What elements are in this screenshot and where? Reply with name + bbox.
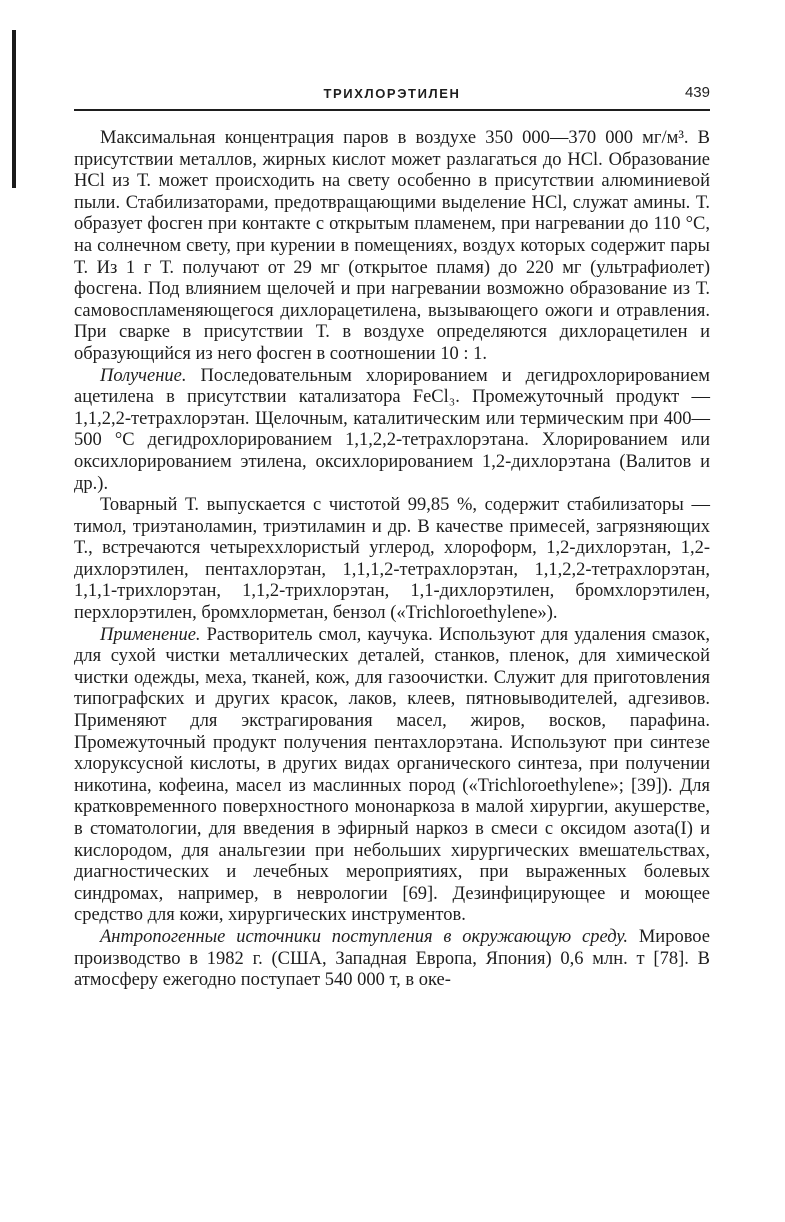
paragraph-production [74, 366, 710, 496]
paragraph-application [74, 625, 710, 927]
header-rule [74, 109, 710, 111]
page-number: 439 [684, 84, 710, 101]
paragraph-text: Растворитель смол, каучука. Используют для удаления смазок, для сухой чистки металлических деталей, станков, пленок, для химической чистки одежды, меха, тканей, кож, для газоочистки. Служит для приготовления типографских и других красок, лаков, клеев, пятновыводителей, адгезивов. Применяют для экстрагирования масел, жиров, восков, парафина. Промежуточный продукт получения пентахлорэтана. Используют при синтезе хлоруксусной кислоты, в других видах органического синтеза, при получении никотина, кофеина, масел из маслинных пород («Trichloroethylene»; [39]). Для кратковременного поверхностного мононаркоза в малой хирургии, акушерстве, в стоматологии, для введения в эфирный наркоз в смеси с оксидом азота(I) и кислородом, для анальгезии при небольших хирургических вмешательствах, диагностических и лечебных мероприятиях, при выраженных болевых синдромах, например, в неврологии [69]. Дезинфицирующее и моющее средство для кожи, хирургических инструментов. [74, 624, 710, 926]
section-lead-application: Применение. [100, 624, 201, 645]
paragraph-commercial-grade [74, 495, 710, 625]
paragraph-text: Мировое производство в 1982 г. (США, Западная Европа, Япония) 0,6 млн. т [78]. В атмосферу ежегодно поступает 540 000 т, в оке- [74, 926, 710, 991]
page-body [74, 128, 710, 992]
running-title: ТРИХЛОРЭТИЛЕН [323, 86, 461, 101]
paragraph-sources [74, 927, 710, 992]
section-lead-production: Получение. [100, 365, 187, 386]
paragraph-text: Последовательным хлорированием и дегидрохлорированием ацетилена в присутствии катализатора FeCl₃. Промежуточный продукт — 1,1,2,2-тетрахлорэтан. Щелочным, каталитическим или термическим при 400—500 °С дегидрохлорированием 1,1,2,2-тетрахлорэтана. Хлорированием или оксихлорированием этилена, оксихлорированием 1,2-дихлорэтана (Валитов и др.). [74, 365, 710, 494]
paragraph-text: Товарный Т. выпускается с чистотой 99,85 %, содержит стабилизаторы — тимол, триэтаноламин, триэтиламин и др. В качестве примесей, загрязняющих Т., встречаются четыреххлористый углерод, хлороформ, 1,2-дихлорэтан, 1,2-дихлорэтилен, пентахлорэтан, 1,1,1,2-тетрахлорэтан, 1,1,2,2-тетрахлорэтан, 1,1,1-трихлорэтан, 1,1,2-трихлорэтан, 1,1-дихлорэтилен, бромхлорэтилен, перхлорэтилен, бромхлорметан, бензол («Trichloroethylene»). [74, 495, 710, 624]
paragraph-text: Максимальная концентрация паров в воздухе 350 000—370 000 мг/м³. В присутствии металлов, жирных кислот может разлагаться до HCl. Образование HCl из Т. может происходить на свету особенно в присутствии алюминиевой пыли. Стабилизаторами, предотвращающими выделение HCl, служат амины. Т. образует фосген при контакте с открытым пламенем, при нагревании до 110 °С, на солнечном свету, при курении в помещениях, воздух которых содержит пары Т. Из 1 г Т. получают от 29 мг (открытое пламя) до 220 мг (ультрафиолет) фосгена. Под влиянием щелочей и при нагревании возможно образование из Т. самовоспламеняющегося дихлорацетилена, вызывающего ожоги и отравления. При сварке в присутствии Т. в воздухе определяются дихлорацетилен и образующийся из него фосген в соотношении 10 : 1. [74, 128, 710, 364]
running-head [74, 82, 710, 104]
paragraph-concentration [74, 128, 710, 366]
section-lead-sources: Антропогенные источники поступления в окружающую среду. [100, 926, 629, 947]
margin-mark [12, 30, 16, 188]
